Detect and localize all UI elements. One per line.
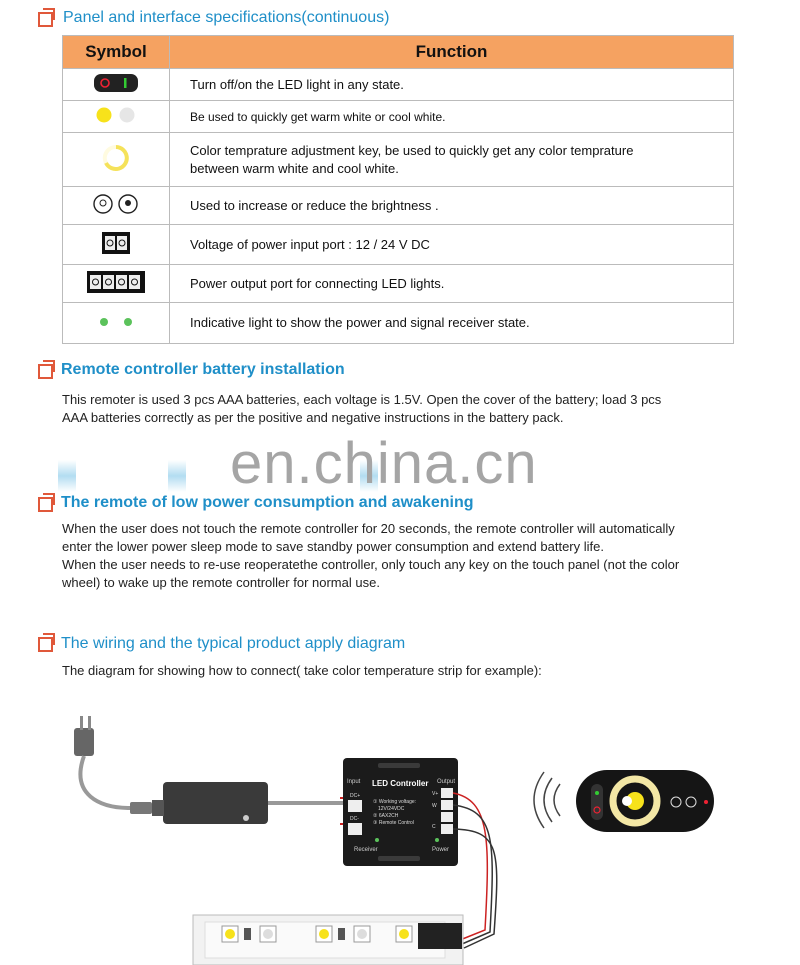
- svg-text:W: W: [432, 803, 437, 809]
- watermark: en.china.cn: [230, 431, 538, 496]
- svg-text:V+: V+: [432, 791, 439, 797]
- table-cell: Voltage of power input port : 12 / 24 V DC: [170, 225, 734, 265]
- color-wheel-icon: [63, 133, 170, 187]
- table-row: [63, 69, 734, 101]
- table-cell: Indicative light to show the power and signal receiver state.: [170, 303, 734, 344]
- section-title-wiring: The wiring and the typical product apply diagram: [61, 635, 406, 652]
- battery-text: This remoter is used 3 pcs AAA batteries, each voltage is 1.5V. Open the cover of the battery; load 3 pcs AAA batteries correctly as per the positive and negative instructions in the battery pack.: [62, 392, 662, 425]
- remote-controller-icon: [534, 770, 714, 832]
- svg-text:③ Remote Control: ③ Remote Control: [373, 820, 414, 826]
- power-input-terminal-icon: [63, 225, 170, 265]
- section-title-power: The remote of low power consumption and awakening: [61, 494, 474, 511]
- controller-title: LED Controller: [372, 779, 429, 788]
- power-plug-icon: [74, 716, 94, 756]
- spec-table: [62, 35, 734, 344]
- svg-text:① Working voltage:: ① Working voltage:: [373, 799, 417, 805]
- table-cell: Be used to quickly get warm white or cool white.: [170, 101, 734, 133]
- section-title-panel: Panel and interface specifications(continuous): [63, 9, 390, 26]
- indicator-lights-icon: [63, 303, 170, 344]
- output-terminal-icon: [63, 265, 170, 303]
- wiring-diagram: [0, 700, 800, 965]
- table-cell: Used to increase or reduce the brightness .: [170, 187, 734, 225]
- table-cell: Power output port for connecting LED lights.: [170, 265, 734, 303]
- brightness-icon: [63, 187, 170, 225]
- warm-cool-white-icon: [63, 101, 170, 133]
- section-icon: [38, 360, 54, 376]
- section-title-battery: Remote controller battery installation: [61, 361, 345, 378]
- svg-text:DC-: DC-: [350, 816, 359, 822]
- table-cell: Turn off/on the LED light in any state.: [170, 69, 734, 101]
- power-text: When the user does not touch the remote controller for 20 seconds, the remote controller will automatically enter the lower power sleep mode to save standby power consumption and extend battery life. When the user needs to re-use reoperatethe controller, only touch any key on the touch panel (not the color wheel) to wake up the remote controller for normal use.: [62, 521, 680, 590]
- svg-text:DC+: DC+: [350, 793, 361, 799]
- led-strip-icon: [193, 915, 463, 965]
- controller-input-label: Input: [347, 779, 361, 785]
- svg-text:12V/24VDC: 12V/24VDC: [378, 806, 405, 812]
- svg-text:Power: Power: [432, 847, 450, 853]
- watermark-bar: [58, 460, 76, 492]
- table-cell: Color temprature adjustment key, be used to quickly get any color temprature between warm white and cool white.: [170, 133, 734, 187]
- table-row: [63, 303, 734, 344]
- table-row: [63, 225, 734, 265]
- svg-text:② 6AX2CH: ② 6AX2CH: [373, 813, 399, 819]
- table-row: [63, 133, 734, 187]
- watermark-bar: [168, 460, 186, 492]
- power-switch-icon: [63, 69, 170, 101]
- table-row: [63, 187, 734, 225]
- svg-text:C: C: [432, 824, 436, 830]
- table-row: [63, 265, 734, 303]
- svg-text:Receiver: Receiver: [354, 847, 378, 853]
- section-icon: [38, 633, 54, 649]
- table-row: [63, 101, 734, 133]
- power-adapter-icon: [130, 782, 268, 824]
- col-symbol: Symbol: [63, 36, 170, 69]
- wiring-text: The diagram for showing how to connect( take color temperature strip for example):: [62, 663, 542, 678]
- led-controller-icon: [343, 758, 458, 866]
- section-icon: [38, 493, 54, 509]
- controller-output-label: Output: [437, 779, 456, 785]
- section-icon: [38, 8, 54, 24]
- col-function: Function: [170, 36, 734, 69]
